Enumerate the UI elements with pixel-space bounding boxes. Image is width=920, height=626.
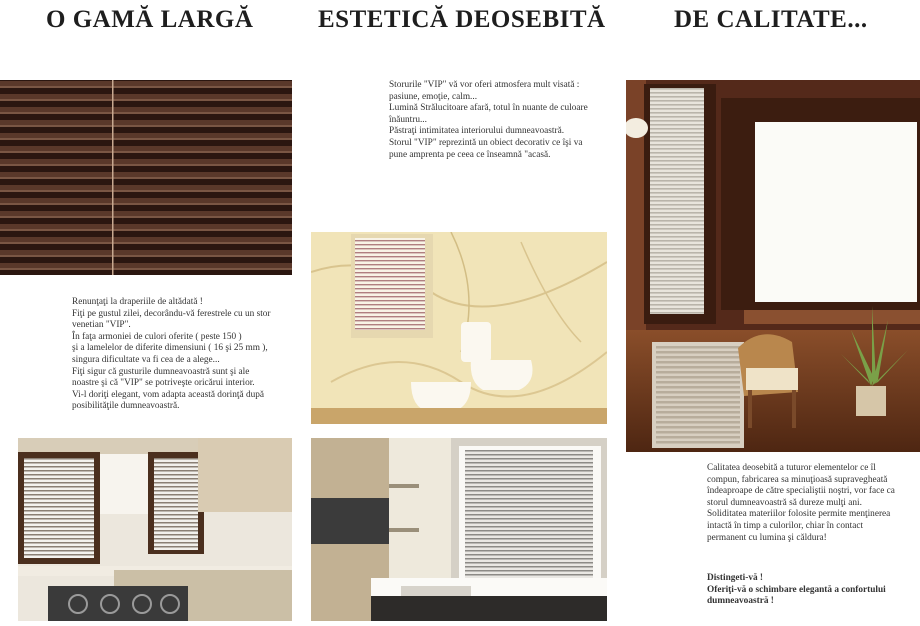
heading-quality: DE CALITATE... xyxy=(674,6,868,33)
heading-range: O GAMĂ LARGĂ xyxy=(46,6,254,33)
heading-aesthetics: ESTETICĂ DEOSEBITĂ xyxy=(318,6,606,33)
sink-window-blind-photo xyxy=(311,438,607,621)
closing-slogan: Distingeti-vă ! Oferiţi-vă o schimbare elegantă a confortului dumneavoastră ! xyxy=(707,573,886,607)
quality-description: Calitatea deosebită a tuturor elementelor ce îl compun, fabricarea sa minuţioasă supravegheată îndeaproape de către specialiştii noştri, vor face ca storul dumneavoastră să dureze mulţi ani. Soliditatea materiilor folosite permite menţinerea intactă în timp a culorilor, chiar în contact permanent cu lumina şi căldura! xyxy=(707,463,895,543)
kitchen-blind-photo xyxy=(18,438,292,621)
intro-text: Storurile "VIP" vă vor oferi atmosfera mult visată : pasiune, emoţie, calm... Lumină Strălucitoare afară, totul în nuante de culoare înăuntru... Păstraţi intimitatea interiorului dumneavoastră. Storul "VIP" reprezintă un obiect decorativ ce îşi va pune amprenta pe ceea ce înseamnă "acasă. xyxy=(389,80,588,160)
living-room-blind-photo xyxy=(626,80,920,452)
range-description: Renunţaţi la draperiile de altădată ! Fiţi pe gustul zilei, decorându-vă ferestrele cu un stor venetian "VIP". În faţa armoniei de culori oferite ( peste 150 ) şi a lamelelor de diferite dimensiuni ( 16 şi 25 mm ), singura dificultate va fi cea de a alege... Fiţi sigur că gusturile dumneavoastră sunt şi ale noastre şi că "VIP" se potriveşte oricărui interior. Vi-l doriţi elegant, vom adapta această dorinţă după posibilităţile dumneavoastră. xyxy=(72,297,271,412)
bathroom-blind-photo xyxy=(311,232,607,424)
dark-venetian-blind-photo xyxy=(0,80,292,275)
